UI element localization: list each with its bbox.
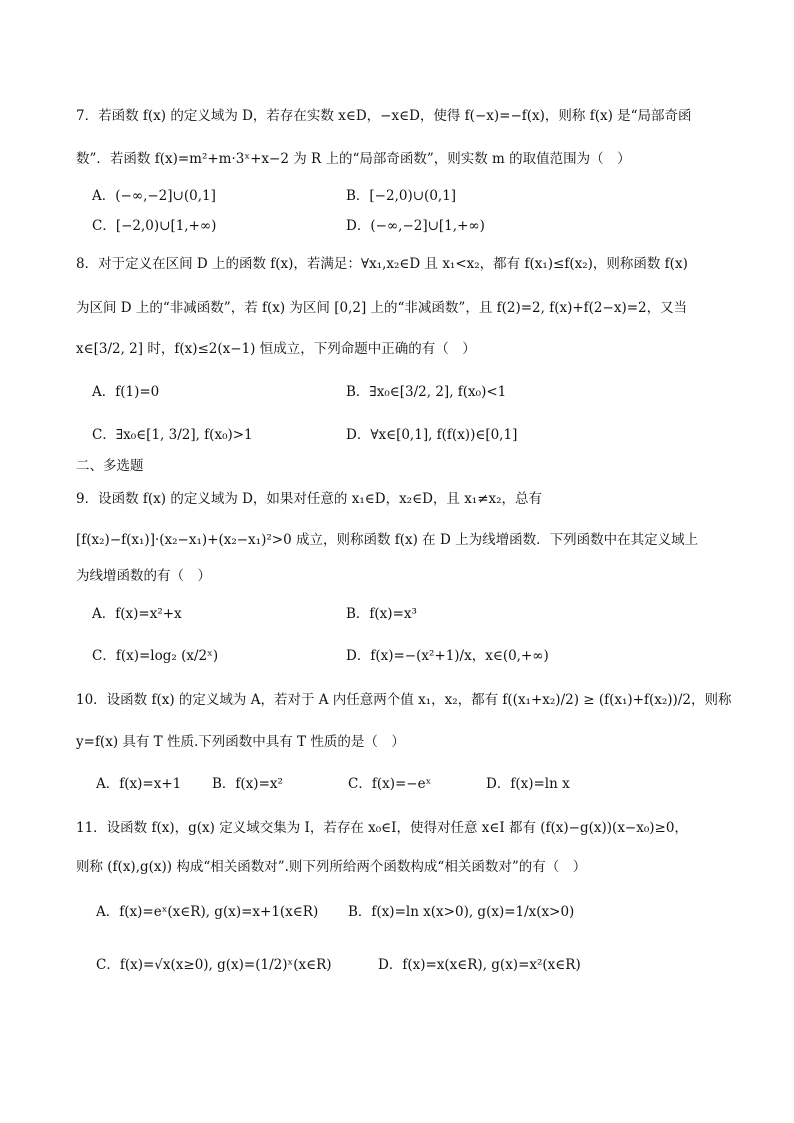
q11-option-c: C．f(x)=√x(x≥0), g(x)=(1/2)ˣ(x∈R): [96, 957, 332, 973]
q7-line-1: 7．若函数 f(x) 的定义域为 D，若存在实数 x∈D，−x∈D，使得 f(−x)=−f(x)，则称 f(x) 是“局部奇函: [76, 108, 692, 124]
q8-line-1: 8．对于定义在区间 D 上的函数 f(x)，若满足：∀x₁,x₂∈D 且 x₁<x₂，都有 f(x₁)≤f(x₂)，则称函数 f(x): [76, 256, 688, 272]
q8-option-a: A．f(1)=0: [92, 384, 160, 400]
q8-option-b: B．∃x₀∈[3/2, 2], f(x₀)<1: [346, 384, 507, 400]
q11-option-b: B．f(x)=ln x(x>0), g(x)=1/x(x>0): [348, 904, 575, 920]
q9-option-a: A．f(x)=x²+x: [92, 606, 182, 622]
q8-option-d: D．∀x∈[0,1], f(f(x))∈[0,1]: [346, 427, 518, 443]
q7-line-2: 数”．若函数 f(x)=m²+m·3ˣ+x−2 为 R 上的“局部奇函数”，则实数 m 的取值范围为（ ）: [76, 151, 631, 167]
q9-line-2: [f(x₂)−f(x₁)]·(x₂−x₁)+(x₂−x₁)²>0 成立，则称函数 f(x) 在 D 上为线增函数．下列函数中在其定义域上: [76, 532, 699, 548]
q11-option-a: A．f(x)=eˣ(x∈R), g(x)=x+1(x∈R): [96, 904, 319, 920]
q9-line-3: 为线增函数的有（ ）: [76, 568, 211, 584]
q8-option-c: C．∃x₀∈[1, 3/2], f(x₀)>1: [92, 427, 253, 443]
q7-option-d: D．(−∞,−2]∪[1,+∞): [346, 218, 485, 234]
q7-option-b: B．[−2,0)∪(0,1]: [346, 188, 457, 204]
q11-option-d: D．f(x)=x(x∈R), g(x)=x²(x∈R): [378, 957, 581, 973]
q10-option-a: A．f(x)=x+1: [96, 776, 182, 792]
q7-option-c: C．[−2,0)∪[1,+∞): [92, 218, 217, 234]
q10-option-b: B．f(x)=x²: [212, 776, 283, 792]
q9-option-b: B．f(x)=x³: [346, 606, 417, 622]
q11-line-2: 则称 (f(x),g(x)) 构成“相关函数对”.则下列所给两个函数构成“相关函数对”的有（ ）: [76, 859, 587, 875]
q9-option-c: C．f(x)=log₂ (x/2ˣ): [92, 648, 219, 664]
q11-line-1: 11．设函数 f(x)，g(x) 定义域交集为 I，若存在 x₀∈I，使得对任意 x∈I 都有 (f(x)−g(x))(x−x₀)≥0，: [76, 820, 688, 836]
q9-line-1: 9．设函数 f(x) 的定义域为 D，如果对任意的 x₁∈D，x₂∈D，且 x₁≠x₂，总有: [76, 491, 543, 507]
q9-option-d: D．f(x)=−(x²+1)/x，x∈(0,+∞): [346, 648, 549, 664]
q10-option-c: C．f(x)=−eˣ: [348, 776, 432, 792]
q10-line-1: 10．设函数 f(x) 的定义域为 A，若对于 A 内任意两个值 x₁，x₂，都有 f((x₁+x₂)/2) ≥ (f(x₁)+f(x₂))/2，则称: [76, 692, 732, 708]
q7-option-a: A．(−∞,−2]∪(0,1]: [92, 188, 216, 204]
q10-line-2: y=f(x) 具有 T 性质.下列函数中具有 T 性质的是（ ）: [76, 734, 405, 750]
q10-option-d: D．f(x)=ln x: [486, 776, 570, 792]
q8-line-3: x∈[3/2, 2] 时，f(x)≤2(x−1) 恒成立，下列命题中正确的有（ ）: [76, 341, 476, 357]
section-heading-multiple-choice: 二、多选题: [76, 458, 144, 474]
q8-line-2: 为区间 D 上的“非减函数”，若 f(x) 为区间 [0,2] 上的“非减函数”，且 f(2)=2, f(x)+f(2−x)=2，又当: [76, 300, 688, 316]
